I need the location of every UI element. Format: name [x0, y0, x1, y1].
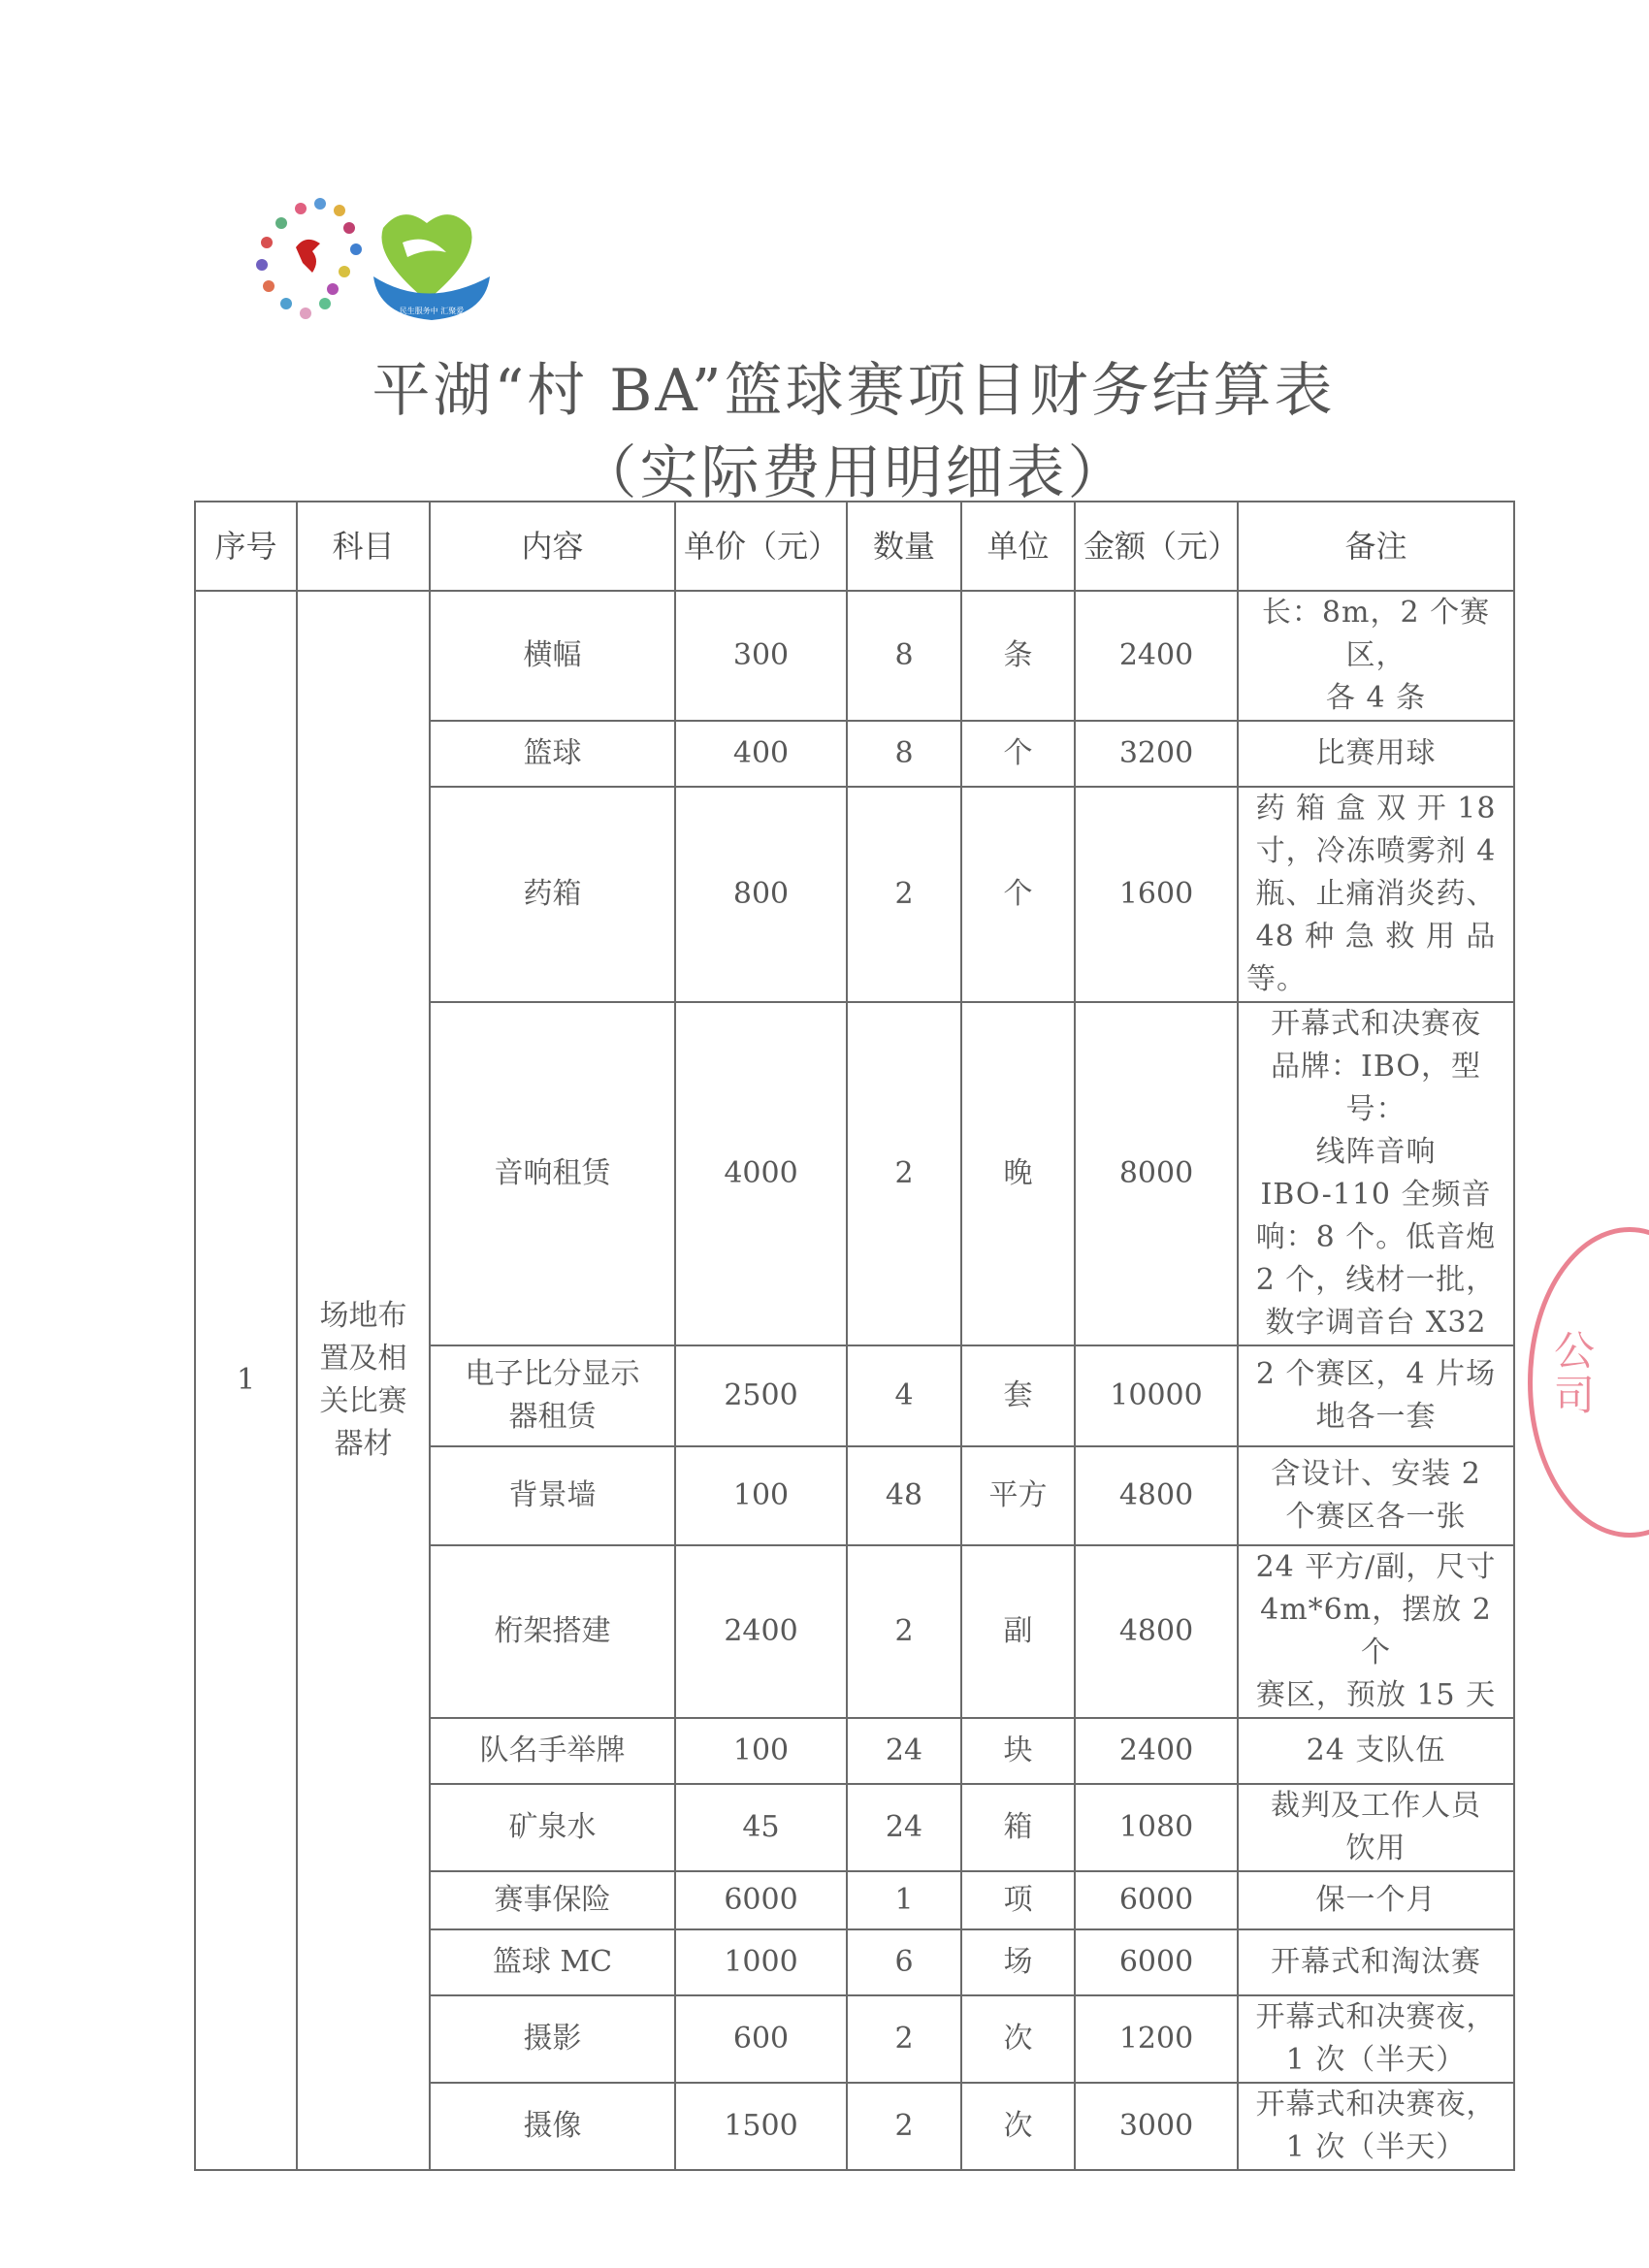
amount-cell: 1200	[1075, 1995, 1238, 2083]
qty-cell: 2	[847, 1002, 961, 1345]
item-cell: 矿泉水	[430, 1784, 675, 1871]
note-line: 24 支队伍	[1306, 1733, 1446, 1767]
note-line: 等。	[1246, 962, 1307, 996]
note-line: 寸，冷冻喷雾剂 4	[1255, 834, 1497, 868]
item-line: 电子比分显示	[465, 1357, 640, 1391]
item-cell: 桁架搭建	[430, 1545, 675, 1718]
note-cell	[1238, 1002, 1514, 1345]
qty-cell: 48	[847, 1446, 961, 1545]
item-cell: 音响租赁	[430, 1002, 675, 1345]
note-line: 裁判及工作人员	[1271, 1789, 1481, 1823]
amount-cell: 2400	[1075, 1718, 1238, 1784]
party-heart-logo	[256, 198, 362, 319]
price-cell: 6000	[675, 1871, 847, 1929]
note-cell	[1238, 591, 1514, 721]
note-line: 个赛区各一张	[1285, 1500, 1467, 1534]
note-cell	[1238, 1446, 1514, 1545]
subject-line: 置及相	[319, 1342, 407, 1376]
amount-cell: 6000	[1075, 1871, 1238, 1929]
note-cell	[1238, 1545, 1514, 1718]
unit-cell: 个	[961, 721, 1075, 787]
unit-cell: 场	[961, 1929, 1075, 1995]
seal-text: 公司	[1548, 1329, 1596, 1418]
note-cell	[1238, 2083, 1514, 2170]
amount-cell: 4800	[1075, 1446, 1238, 1545]
item-cell: 背景墙	[430, 1446, 675, 1545]
page-subtitle: （实际费用明细表）	[578, 439, 1129, 507]
note-line: 开幕式和淘汰赛	[1271, 1945, 1481, 1979]
subject-line: 关比赛	[319, 1384, 407, 1418]
note-line: 长：8m，2 个赛区，	[1261, 596, 1491, 672]
note-line: 比赛用球	[1315, 736, 1437, 770]
note-cell	[1238, 1929, 1514, 1995]
header-subject: 科目	[297, 502, 430, 591]
header-content: 内容	[430, 502, 675, 591]
note-line: 瓶、止痛消炎药、	[1255, 877, 1497, 911]
qty-cell: 8	[847, 591, 961, 721]
qty-cell: 1	[847, 1871, 961, 1929]
item-cell: 摄像	[430, 2083, 675, 2170]
price-cell: 400	[675, 721, 847, 787]
item-line: 器租赁	[508, 1400, 597, 1434]
qty-cell: 2	[847, 2083, 961, 2170]
note-line: 各 4 条	[1325, 681, 1427, 715]
note-line: 开幕式和决赛夜，	[1255, 2000, 1497, 2034]
subject-line: 场地布	[319, 1299, 407, 1333]
note-cell	[1238, 1784, 1514, 1871]
svg-text:民生服务中 汇聚爱: 民生服务中 汇聚爱	[399, 307, 465, 315]
price-cell: 2400	[675, 1545, 847, 1718]
price-cell: 300	[675, 591, 847, 721]
amount-cell: 10000	[1075, 1345, 1238, 1446]
item-cell: 横幅	[430, 591, 675, 721]
note-line: 开幕式和决赛夜，	[1255, 2088, 1497, 2122]
unit-cell: 晚	[961, 1002, 1075, 1345]
note-line: 响：8 个。低音炮	[1255, 1220, 1497, 1254]
item-cell	[430, 1345, 675, 1446]
note-line: 数字调音台 X32	[1265, 1306, 1487, 1340]
price-cell: 600	[675, 1995, 847, 2083]
note-line: 1 次（半天）	[1285, 2043, 1467, 2077]
note-line: 开幕式和决赛夜	[1271, 1007, 1481, 1041]
table-header-row	[195, 502, 1514, 591]
amount-cell: 1600	[1075, 787, 1238, 1002]
unit-cell: 平方	[961, 1446, 1075, 1545]
header-amount: 金额（元）	[1075, 502, 1238, 591]
qty-cell: 24	[847, 1784, 961, 1871]
item-cell: 篮球 MC	[430, 1929, 675, 1995]
amount-cell: 8000	[1075, 1002, 1238, 1345]
qty-cell: 24	[847, 1718, 961, 1784]
amount-cell: 2400	[1075, 591, 1238, 721]
subject-cell	[297, 591, 430, 2170]
note-line: 24 平方/副，尺寸	[1255, 1550, 1497, 1584]
unit-cell: 个	[961, 787, 1075, 1002]
amount-cell: 3200	[1075, 721, 1238, 787]
qty-cell: 2	[847, 787, 961, 1002]
header-price: 单价（元）	[675, 502, 847, 591]
note-cell	[1238, 1871, 1514, 1929]
header-qty: 数量	[847, 502, 961, 591]
item-cell: 药箱	[430, 787, 675, 1002]
note-line: 2 个赛区，4 片场	[1255, 1357, 1497, 1391]
note-cell	[1238, 787, 1514, 1002]
unit-cell: 套	[961, 1345, 1075, 1446]
header-no: 序号	[195, 502, 297, 591]
table-row	[195, 591, 1514, 721]
qty-cell: 2	[847, 1995, 961, 2083]
qty-cell: 4	[847, 1345, 961, 1446]
item-cell: 队名手举牌	[430, 1718, 675, 1784]
price-cell: 2500	[675, 1345, 847, 1446]
price-cell: 4000	[675, 1002, 847, 1345]
note-line: 保一个月	[1315, 1883, 1437, 1917]
qty-cell: 2	[847, 1545, 961, 1718]
amount-cell: 6000	[1075, 1929, 1238, 1995]
unit-cell: 项	[961, 1871, 1075, 1929]
qty-cell: 6	[847, 1929, 961, 1995]
note-line: 1 次（半天）	[1285, 2130, 1467, 2164]
unit-cell: 箱	[961, 1784, 1075, 1871]
logo-group	[247, 189, 509, 335]
note-cell	[1238, 721, 1514, 787]
note-line: 地各一套	[1315, 1400, 1437, 1434]
note-line: 饮用	[1345, 1831, 1406, 1865]
note-cell	[1238, 1995, 1514, 2083]
item-cell: 篮球	[430, 721, 675, 787]
note-line: IBO-110 全频音	[1260, 1178, 1492, 1212]
price-cell: 45	[675, 1784, 847, 1871]
page-title: 平湖“村 BA”篮球赛项目财务结算表	[372, 357, 1336, 425]
note-line: 含设计、安装 2	[1271, 1457, 1481, 1491]
qty-cell: 8	[847, 721, 961, 787]
item-cell: 赛事保险	[430, 1871, 675, 1929]
amount-cell: 3000	[1075, 2083, 1238, 2170]
note-line: 4m*6m，摆放 2 个	[1260, 1593, 1492, 1669]
note-line: 药 箱 盒 双 开 18	[1255, 792, 1497, 826]
community-logo	[373, 214, 490, 320]
settlement-table	[194, 501, 1515, 2171]
note-cell	[1238, 1345, 1514, 1446]
row-number: 1	[195, 591, 297, 2170]
note-line: 2 个，线材一批，	[1255, 1263, 1497, 1297]
amount-cell: 4800	[1075, 1545, 1238, 1718]
item-cell: 摄影	[430, 1995, 675, 2083]
amount-cell: 1080	[1075, 1784, 1238, 1871]
subject-line: 器材	[334, 1427, 393, 1461]
unit-cell: 次	[961, 2083, 1075, 2170]
unit-cell: 条	[961, 591, 1075, 721]
note-cell	[1238, 1718, 1514, 1784]
price-cell: 1500	[675, 2083, 847, 2170]
unit-cell: 副	[961, 1545, 1075, 1718]
note-line: 48 种 急 救 用 品	[1255, 920, 1497, 954]
unit-cell: 次	[961, 1995, 1075, 2083]
price-cell: 800	[675, 787, 847, 1002]
price-cell: 1000	[675, 1929, 847, 1995]
header-unit: 单位	[961, 502, 1075, 591]
note-line: 品牌：IBO，型号：	[1270, 1050, 1482, 1126]
price-cell: 100	[675, 1718, 847, 1784]
price-cell: 100	[675, 1446, 847, 1545]
header-note: 备注	[1238, 502, 1514, 591]
note-line: 赛区，预放 15 天	[1255, 1678, 1497, 1712]
unit-cell: 块	[961, 1718, 1075, 1784]
note-line: 线阵音响	[1315, 1135, 1437, 1169]
